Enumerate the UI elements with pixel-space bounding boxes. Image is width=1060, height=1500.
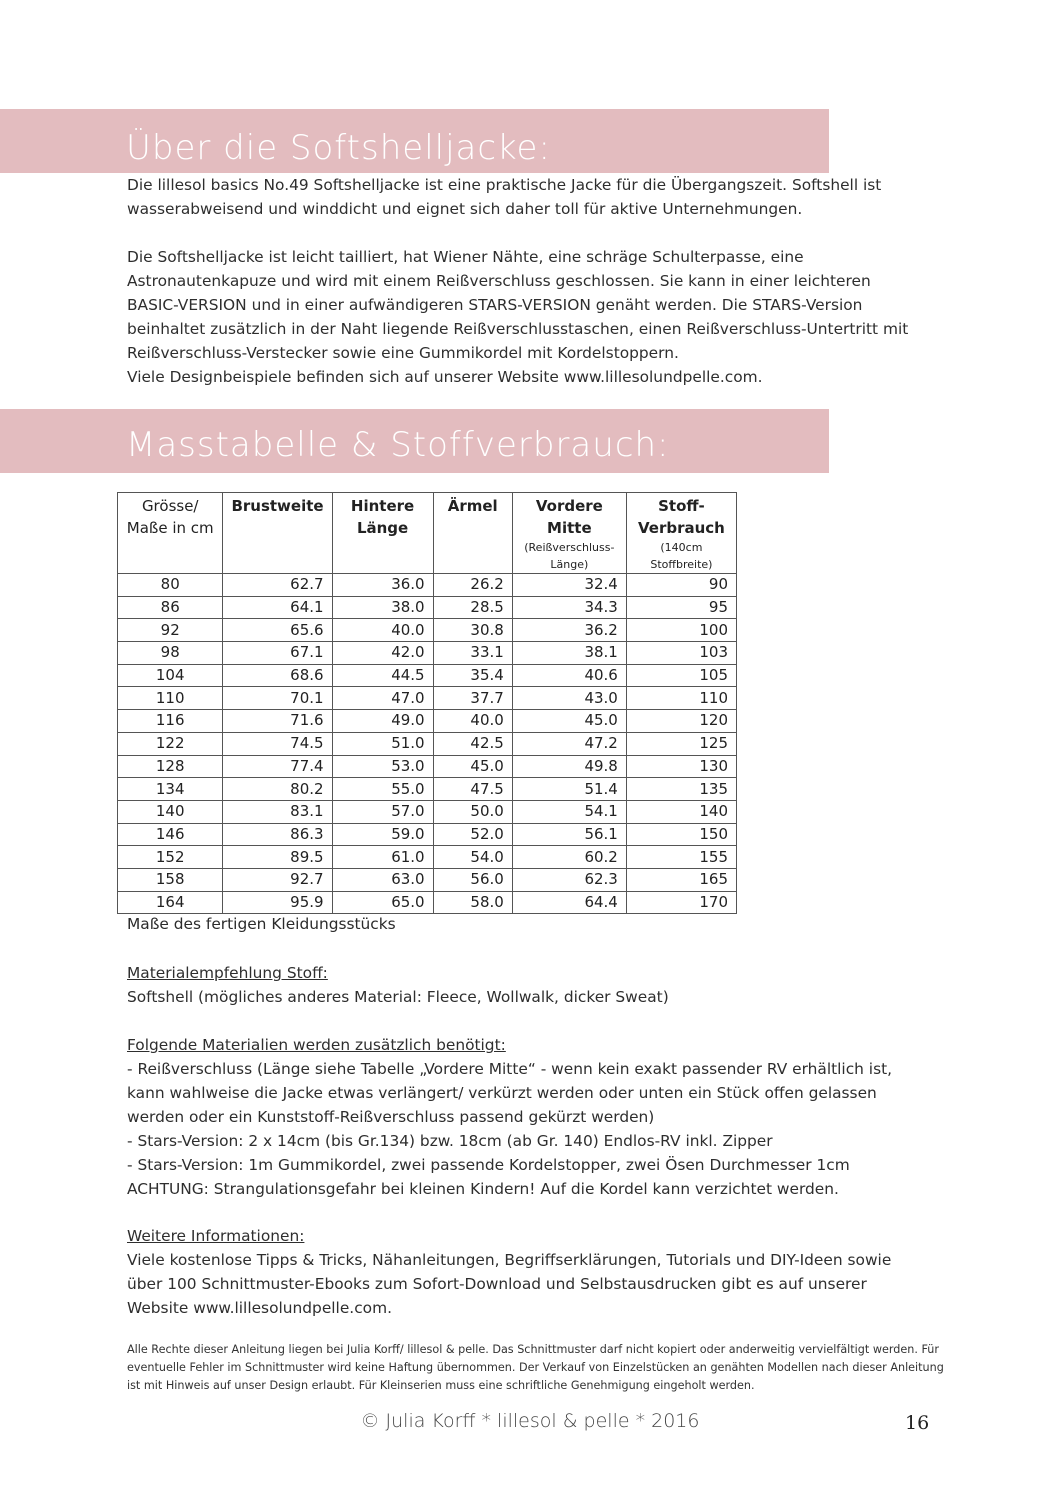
table-body: [118, 574, 737, 914]
table-row: [118, 778, 737, 801]
value-cell: 59.0: [332, 823, 433, 846]
table-header-row: [118, 493, 737, 574]
extras-section: [127, 1033, 927, 1201]
table-row: [118, 800, 737, 823]
value-cell: 90: [626, 574, 736, 597]
value-cell: 53.0: [332, 755, 433, 778]
extras-line-4: ACHTUNG: Strangulationsgefahr bei kleinen Kindern! Auf die Kordel kann verzichtet werden.: [127, 1180, 839, 1198]
value-cell: 110: [626, 687, 736, 710]
table-row: [118, 891, 737, 914]
size-cell: 98: [118, 642, 223, 665]
size-cell: 116: [118, 710, 223, 733]
size-cell: 152: [118, 846, 223, 869]
value-cell: 42.0: [332, 642, 433, 665]
value-cell: 37.7: [433, 687, 512, 710]
value-cell: 92.7: [223, 868, 332, 891]
intro-text-3: Viele Designbeispiele befinden sich auf unserer Website www.lillesolundpelle.com.: [127, 368, 763, 386]
value-cell: 65.6: [223, 619, 332, 642]
table-row: [118, 642, 737, 665]
value-cell: 45.0: [512, 710, 626, 733]
size-cell: 92: [118, 619, 223, 642]
extras-heading: Folgende Materialien werden zusätzlich benötigt:: [127, 1036, 506, 1054]
header-back-length: Hintere Länge: [332, 493, 433, 574]
value-cell: 35.4: [433, 664, 512, 687]
material-text: Softshell (mögliches anderes Material: Fleece, Wollwalk, dicker Sweat): [127, 988, 669, 1006]
value-cell: 50.0: [433, 800, 512, 823]
value-cell: 54.1: [512, 800, 626, 823]
value-cell: 36.2: [512, 619, 626, 642]
value-cell: 28.5: [433, 596, 512, 619]
table-row: [118, 687, 737, 710]
info-section: [127, 1224, 927, 1320]
value-cell: 74.5: [223, 732, 332, 755]
intro-text-2: Die Softshelljacke ist leicht tailliert, hat Wiener Nähte, eine schräge Schulterpasse, eine Astronautenkapuze und wird mit einem Reißverschluss geschlossen. Sie kann in einer leichteren BASIC-VERSION und in einer aufwändigeren STARS-VERSION genäht werden. Die STARS-Version beinhaltet zusätzlich in der Naht liegende Reißverschlusstaschen, einen Reißverschluss-Untertritt mit Reißverschluss-Verstecker sowie eine Gummikordel mit Kordelstoppern.: [127, 248, 909, 362]
table-row: [118, 823, 737, 846]
value-cell: 57.0: [332, 800, 433, 823]
value-cell: 52.0: [433, 823, 512, 846]
size-cell: 146: [118, 823, 223, 846]
value-cell: 86.3: [223, 823, 332, 846]
size-table: [117, 492, 737, 914]
value-cell: 45.0: [433, 755, 512, 778]
value-cell: 33.1: [433, 642, 512, 665]
value-cell: 44.5: [332, 664, 433, 687]
value-cell: 140: [626, 800, 736, 823]
value-cell: 54.0: [433, 846, 512, 869]
value-cell: 51.4: [512, 778, 626, 801]
section-title-size-chart: Masstabelle & Stoffverbrauch:: [126, 425, 670, 465]
header-chest: Brustweite: [223, 493, 332, 574]
value-cell: 105: [626, 664, 736, 687]
value-cell: 89.5: [223, 846, 332, 869]
value-cell: 43.0: [512, 687, 626, 710]
value-cell: 125: [626, 732, 736, 755]
value-cell: 165: [626, 868, 736, 891]
header-fabric-usage: Stoff- Verbrauch (140cm Stoffbreite): [626, 493, 736, 574]
value-cell: 62.3: [512, 868, 626, 891]
size-cell: 86: [118, 596, 223, 619]
table-row: [118, 732, 737, 755]
value-cell: 40.0: [332, 619, 433, 642]
material-heading: Materialempfehlung Stoff:: [127, 964, 328, 982]
header-size: Grösse/ Maße in cm: [118, 493, 223, 574]
value-cell: 63.0: [332, 868, 433, 891]
size-cell: 134: [118, 778, 223, 801]
size-cell: 104: [118, 664, 223, 687]
header-front-center: Vordere Mitte (Reißverschluss-Länge): [512, 493, 626, 574]
value-cell: 62.7: [223, 574, 332, 597]
value-cell: 55.0: [332, 778, 433, 801]
value-cell: 51.0: [332, 732, 433, 755]
value-cell: 95: [626, 596, 736, 619]
extras-line-1: - Reißverschluss (Länge siehe Tabelle „Vordere Mitte“ - wenn kein exakt passender RV erhältlich ist, kann wahlweise die Jacke etwas verlängert/ verkürzt werden oder unten ein Stück offen gelassen werden oder ein Kunststoff-Reißverschluss passend gekürzt werden): [127, 1060, 893, 1126]
value-cell: 68.6: [223, 664, 332, 687]
value-cell: 38.0: [332, 596, 433, 619]
value-cell: 49.8: [512, 755, 626, 778]
value-cell: 67.1: [223, 642, 332, 665]
value-cell: 61.0: [332, 846, 433, 869]
value-cell: 40.6: [512, 664, 626, 687]
value-cell: 30.8: [433, 619, 512, 642]
header-sleeve: Ärmel: [433, 493, 512, 574]
value-cell: 42.5: [433, 732, 512, 755]
value-cell: 95.9: [223, 891, 332, 914]
info-text: Viele kostenlose Tipps & Tricks, Nähanleitungen, Begriffserklärungen, Tutorials und DIY-Ideen sowie über 100 Schnittmuster-Ebooks zum Sofort-Download und Selbstausdrucken gibt es auf unserer Website www.lillesolundpelle.com.: [127, 1251, 892, 1317]
value-cell: 135: [626, 778, 736, 801]
value-cell: 26.2: [433, 574, 512, 597]
value-cell: 64.1: [223, 596, 332, 619]
value-cell: 60.2: [512, 846, 626, 869]
value-cell: 150: [626, 823, 736, 846]
size-cell: 122: [118, 732, 223, 755]
value-cell: 36.0: [332, 574, 433, 597]
table-row: [118, 574, 737, 597]
material-section: [127, 961, 927, 1009]
value-cell: 103: [626, 642, 736, 665]
value-cell: 71.6: [223, 710, 332, 733]
value-cell: 32.4: [512, 574, 626, 597]
table-row: [118, 619, 737, 642]
value-cell: 65.0: [332, 891, 433, 914]
table-note: Maße des fertigen Kleidungsstücks: [127, 915, 396, 933]
value-cell: 47.2: [512, 732, 626, 755]
size-cell: 140: [118, 800, 223, 823]
page-number: 16: [905, 1412, 930, 1434]
extras-line-2: - Stars-Version: 2 x 14cm (bis Gr.134) bzw. 18cm (ab Gr. 140) Endlos-RV inkl. Zipper: [127, 1132, 773, 1150]
legal-notice: Alle Rechte dieser Anleitung liegen bei Julia Korff/ lillesol & pelle. Das Schnittmuster darf nicht kopiert oder anderweitig vervielfältigt werden. Für eventuelle Fehler im Schnittmuster wird keine Haftung übernommen. Der Verkauf von Einzelstücken an genähten Modellen nach dieser Anleitung ist mit Hinweis auf unser Design erlaubt. Für Kleinserien muss eine schriftliche Genehmigung eingeholt werden.: [127, 1343, 944, 1392]
value-cell: 130: [626, 755, 736, 778]
table-row: [118, 710, 737, 733]
table-row: [118, 846, 737, 869]
value-cell: 38.1: [512, 642, 626, 665]
value-cell: 56.1: [512, 823, 626, 846]
table-row: [118, 664, 737, 687]
value-cell: 64.4: [512, 891, 626, 914]
value-cell: 40.0: [433, 710, 512, 733]
value-cell: 155: [626, 846, 736, 869]
intro-text-1: Die lillesol basics No.49 Softshelljacke ist eine praktische Jacke für die Übergangszeit. Softshell ist wasserabweisend und winddicht und eignet sich daher toll für aktive Unternehmungen.: [127, 176, 882, 218]
table-row: [118, 868, 737, 891]
value-cell: 100: [626, 619, 736, 642]
extras-line-3: - Stars-Version: 1m Gummikordel, zwei passende Kordelstopper, zwei Ösen Durchmesser 1cm: [127, 1156, 850, 1174]
value-cell: 80.2: [223, 778, 332, 801]
size-cell: 158: [118, 868, 223, 891]
size-cell: 164: [118, 891, 223, 914]
size-cell: 128: [118, 755, 223, 778]
value-cell: 77.4: [223, 755, 332, 778]
value-cell: 47.0: [332, 687, 433, 710]
size-cell: 80: [118, 574, 223, 597]
value-cell: 170: [626, 891, 736, 914]
table-row: [118, 755, 737, 778]
intro-paragraph-2: [127, 245, 927, 389]
value-cell: 56.0: [433, 868, 512, 891]
value-cell: 83.1: [223, 800, 332, 823]
footer-copyright: © Julia Korff * lillesol & pelle * 2016: [360, 1410, 700, 1432]
value-cell: 120: [626, 710, 736, 733]
value-cell: 47.5: [433, 778, 512, 801]
table-row: [118, 596, 737, 619]
size-cell: 110: [118, 687, 223, 710]
intro-paragraph-1: [127, 173, 927, 221]
section-title-about: Über die Softshelljacke:: [126, 128, 551, 168]
value-cell: 70.1: [223, 687, 332, 710]
value-cell: 34.3: [512, 596, 626, 619]
value-cell: 58.0: [433, 891, 512, 914]
info-heading: Weitere Informationen:: [127, 1227, 305, 1245]
value-cell: 49.0: [332, 710, 433, 733]
